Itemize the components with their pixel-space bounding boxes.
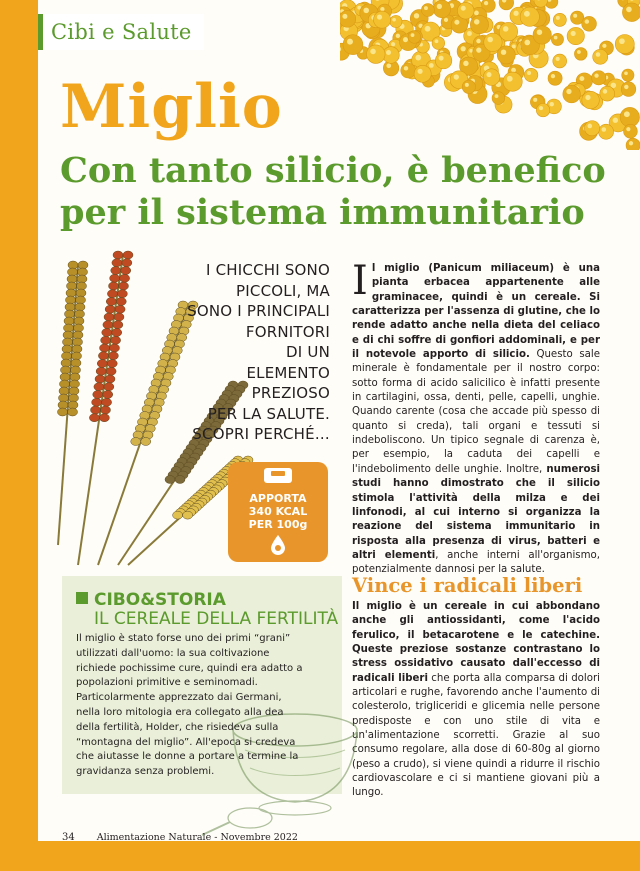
seed-highlight bbox=[454, 74, 459, 79]
seed-highlight bbox=[377, 15, 382, 20]
spike-grain bbox=[111, 336, 121, 344]
millet-seed bbox=[414, 65, 431, 82]
seed-highlight bbox=[437, 4, 442, 9]
spike-grain bbox=[173, 511, 183, 519]
seed-highlight bbox=[454, 20, 459, 25]
spike-grain bbox=[104, 383, 114, 391]
millet-seed bbox=[593, 49, 608, 64]
spike-grain bbox=[109, 282, 119, 290]
seed-highlight bbox=[602, 127, 607, 132]
seed-highlight bbox=[594, 73, 598, 77]
seed-highlight bbox=[573, 14, 577, 18]
seed-highlight bbox=[524, 40, 530, 46]
millet-seed bbox=[536, 103, 549, 116]
millet-seeds-image bbox=[340, 0, 640, 150]
spike-grain bbox=[107, 360, 117, 368]
millet-seed bbox=[499, 22, 517, 40]
seed-highlight bbox=[626, 7, 632, 13]
millet-seed bbox=[622, 69, 634, 81]
drop-cap: I bbox=[352, 258, 368, 304]
seed-highlight bbox=[386, 50, 391, 55]
millet-seed bbox=[567, 27, 584, 44]
seed-highlight bbox=[571, 31, 576, 36]
millet-seed bbox=[624, 124, 638, 138]
body-text: Questo sale minerale è fondamentale per il nostro corpo: sotto forma di acido salicilico è infatti presente in cartilagini, ossa, denti, pelle, capelli, unghie. Quando carente (cosa che accade più spesso di quanto si creda), tali organi e tessuti si indeboliscono. Un tipico segnale di carenza è, per esempio, la caduta dei capelli e l'indebolimento delle unghie. Inoltre, bbox=[352, 349, 601, 475]
spike-grain bbox=[113, 251, 123, 259]
intro-line: PICCOLI, MA bbox=[236, 281, 330, 300]
millet-seed bbox=[457, 2, 474, 19]
intro-line: I CHICCHI SONO bbox=[206, 261, 330, 279]
millet-seed bbox=[574, 48, 587, 61]
seed-highlight bbox=[503, 26, 509, 32]
seed-highlight bbox=[439, 56, 444, 61]
seed-highlight bbox=[484, 1, 488, 5]
millet-seed bbox=[553, 54, 567, 68]
seed-highlight bbox=[524, 11, 530, 17]
article-subtitle: Con tanto silicio, è benefico per il sistema immunitario bbox=[60, 150, 606, 233]
seed-highlight bbox=[415, 55, 421, 61]
spike-grain bbox=[102, 329, 112, 337]
seed-highlight bbox=[551, 74, 555, 78]
millet-seed bbox=[340, 11, 356, 28]
spike-grain bbox=[92, 398, 102, 406]
calorie-line: 340 KCAL bbox=[248, 505, 308, 518]
seed-highlight bbox=[624, 111, 630, 117]
seed-highlight bbox=[414, 13, 419, 18]
millet-seed bbox=[600, 86, 615, 101]
seed-highlight bbox=[588, 124, 593, 129]
seed-highlight bbox=[396, 34, 400, 38]
spike-grain bbox=[117, 290, 127, 298]
section-heading: Vince i radicali liberi bbox=[352, 574, 583, 597]
history-box-title: CIBO&STORIA bbox=[94, 590, 226, 610]
history-box-header bbox=[76, 590, 338, 629]
millet-seed bbox=[584, 121, 599, 136]
millet-seed bbox=[622, 3, 640, 22]
spike-grain bbox=[121, 267, 131, 275]
body-text: , anche interni all'organismo, potenzialmente dannosi per la salute. bbox=[352, 549, 600, 576]
spike-grain bbox=[112, 329, 122, 337]
millet-seed bbox=[503, 72, 522, 91]
spike-grain bbox=[101, 406, 111, 414]
body-text: che porta alla comparsa di dolori articolari e rughe, favorendo anche l'aumento di colesterolo, trigliceridi e glicemia nelle persone predisposte e con uno stile di vita e un'alimentazione scorretti. Grazie al suo consumo regolare, alla dose di 60-80g al giorno (peso a crudo), si viene quindi a ridurre il rischio cardiovascolare e ci si mantiene giovani più a lungo. bbox=[352, 672, 600, 799]
intro-line: SONO I PRINCIPALI bbox=[187, 302, 330, 320]
millet-seed bbox=[626, 138, 640, 150]
spike-grain bbox=[111, 267, 121, 275]
calorie-line: APPORTA bbox=[249, 492, 307, 505]
intro-line: ELEMENTO bbox=[246, 363, 330, 382]
millet-seed bbox=[343, 35, 363, 55]
seed-highlight bbox=[579, 76, 584, 81]
spike-grain bbox=[110, 274, 120, 282]
drop-icon bbox=[269, 534, 287, 556]
section-label-text: Cibi e Salute bbox=[51, 20, 192, 44]
seed-highlight bbox=[476, 39, 481, 44]
millet-seed bbox=[432, 37, 445, 50]
page-number: 34 bbox=[62, 832, 75, 843]
seed-highlight bbox=[461, 6, 466, 11]
millet-seed bbox=[483, 69, 500, 86]
millet-seed bbox=[401, 63, 416, 78]
seed-highlight bbox=[391, 42, 395, 46]
millet-seed bbox=[499, 0, 514, 10]
seed-highlight bbox=[435, 39, 439, 43]
spike-grain bbox=[103, 321, 113, 329]
seed-highlight bbox=[474, 11, 479, 16]
spike-grain bbox=[107, 290, 117, 298]
seed-highlight bbox=[624, 85, 628, 89]
seed-highlight bbox=[501, 49, 506, 54]
millet-seed bbox=[492, 92, 505, 105]
spike-grain bbox=[100, 344, 110, 352]
seed-highlight bbox=[347, 39, 353, 45]
seed-highlight bbox=[566, 89, 571, 94]
seed-highlight bbox=[527, 71, 531, 75]
seed-highlight bbox=[539, 106, 543, 110]
millet-seed bbox=[435, 52, 451, 68]
seed-highlight bbox=[629, 141, 633, 145]
scale-icon bbox=[263, 466, 293, 484]
spike-grain bbox=[103, 391, 113, 399]
history-box-text: Il miglio è stato forse uno dei primi “grani” utilizzati dall'uomo: la sua coltivazione richiede pochissime cure, quindi era adatto a popolazioni primitive e seminomadi. Particolarmente apprezzato dai Germani, nella loro mitologia era collegato alla dea della fertilità, Holder, che risiedeva sulla “montagna del miglio”. All'epoca si credeva che aiutasse le donne a portare a termine la gravidanza senza problemi. bbox=[76, 633, 303, 778]
millet-seed bbox=[470, 15, 488, 33]
spike-grain bbox=[131, 438, 141, 446]
millet-seed bbox=[621, 82, 636, 97]
spike-grain bbox=[104, 313, 114, 321]
millet-seed bbox=[582, 91, 599, 108]
spike-grain bbox=[165, 476, 175, 484]
seed-highlight bbox=[513, 11, 518, 16]
magazine-issue: Alimentazione Naturale - Novembre 2022 bbox=[96, 832, 298, 843]
millet-seed bbox=[533, 26, 551, 44]
seed-highlight bbox=[512, 45, 516, 49]
spike-grain bbox=[96, 367, 106, 375]
millet-seed bbox=[408, 31, 421, 44]
spike-grain bbox=[102, 398, 112, 406]
seed-highlight bbox=[619, 38, 625, 44]
spike-grain bbox=[120, 274, 130, 282]
spike-grain bbox=[95, 375, 105, 383]
spike-grain bbox=[91, 406, 101, 414]
millet-seed bbox=[520, 7, 539, 26]
seed-highlight bbox=[476, 48, 481, 53]
millet-seed bbox=[553, 13, 566, 26]
spike-grain bbox=[106, 367, 116, 375]
seed-highlight bbox=[585, 95, 590, 100]
spike-grain bbox=[93, 391, 103, 399]
spike-grain bbox=[98, 352, 108, 360]
spike-grain bbox=[112, 259, 122, 267]
seed-highlight bbox=[556, 57, 560, 61]
seed-highlight bbox=[613, 118, 618, 123]
seed-highlight bbox=[392, 18, 396, 22]
body-text-bold: numerosi studi hanno dimostrato che il silicio stimola l'attività della milza e dei linfonodi, al cui interno si organizza la reazione del sistema immunitario in risposta alla presenza di virus, batteri e altri elementi bbox=[352, 463, 600, 561]
spike-grain bbox=[122, 259, 132, 267]
spike-grain bbox=[108, 352, 118, 360]
seed-highlight bbox=[554, 36, 558, 40]
millet-seed bbox=[615, 35, 634, 54]
millet-seed bbox=[592, 71, 606, 85]
millet-seed bbox=[462, 80, 475, 93]
intro-line: FORNITORI bbox=[245, 322, 330, 341]
spike-grain bbox=[94, 383, 104, 391]
seed-highlight bbox=[425, 26, 431, 32]
seed-highlight bbox=[585, 19, 589, 23]
seed-highlight bbox=[596, 52, 601, 57]
intro-text bbox=[168, 260, 330, 445]
spike-grain bbox=[99, 414, 109, 422]
seed-highlight bbox=[537, 29, 543, 35]
spike-grain bbox=[68, 408, 78, 416]
seed-highlight bbox=[624, 71, 628, 75]
spike-grain bbox=[115, 305, 125, 313]
intro-line: PREZIOSO bbox=[251, 384, 330, 402]
page-frame-left bbox=[0, 0, 38, 871]
spike-grain bbox=[113, 321, 123, 329]
lead-paragraph-bold: l miglio (Panicum miliaceum) è una pianta erbacea appartenente alle graminacee, quindi è un cereale. Si caratterizza per l'assenza di glutine, che lo rende adatto anche nella dieta del celiaco e di chi soffre di gonfiori addominali, e per il notevole apporto di silicio. bbox=[352, 263, 600, 361]
article-title: Miglio bbox=[60, 72, 283, 142]
seed-highlight bbox=[363, 8, 369, 14]
intro-line: SCOPRI PERCHÉ… bbox=[192, 425, 330, 443]
spike-grain bbox=[183, 511, 193, 519]
section-label bbox=[38, 14, 204, 50]
seed-highlight bbox=[429, 63, 434, 68]
seed-highlight bbox=[418, 69, 423, 74]
spike-grain bbox=[175, 476, 185, 484]
millet-seed bbox=[433, 0, 450, 17]
millet-seed bbox=[548, 71, 562, 85]
calorie-line: PER 100g bbox=[248, 518, 308, 531]
spike-grain bbox=[105, 305, 115, 313]
article-body-column-2 bbox=[352, 600, 600, 801]
seed-highlight bbox=[469, 49, 473, 53]
seed-highlight bbox=[487, 37, 493, 43]
spike-grain bbox=[101, 336, 111, 344]
history-box-subtitle: IL CEREALE DELLA FERTILITÀ bbox=[94, 609, 339, 629]
spike-grain bbox=[116, 298, 126, 306]
millet-seed bbox=[484, 33, 502, 51]
seed-highlight bbox=[495, 94, 499, 98]
page-footer bbox=[62, 832, 298, 843]
spike-grain bbox=[110, 344, 120, 352]
seed-highlight bbox=[467, 31, 472, 36]
page-frame-bottom bbox=[0, 841, 640, 871]
spike-grain bbox=[97, 360, 107, 368]
spike-grain bbox=[89, 414, 99, 422]
seed-highlight bbox=[487, 72, 492, 77]
spike-grain bbox=[123, 251, 133, 259]
millet-seed bbox=[421, 4, 434, 17]
seed-highlight bbox=[404, 66, 408, 70]
body-text-bold: Il miglio è un cereale in cui abbondano anche gli antiossidanti, come l'acido ferulico, il betacarotene e le catechine. Queste preziose sostanze contrastano lo stress ossidativo causato dall'eccesso di radicali liberi bbox=[352, 601, 600, 684]
spike-grain bbox=[58, 408, 68, 416]
seed-highlight bbox=[556, 16, 560, 20]
spike-grain bbox=[119, 282, 129, 290]
millet-seed bbox=[551, 33, 563, 45]
seed-highlight bbox=[463, 61, 468, 66]
spike-grain bbox=[114, 313, 124, 321]
spike-grain bbox=[141, 438, 151, 446]
article-body-column bbox=[352, 258, 601, 578]
seed-highlight bbox=[461, 46, 466, 51]
seed-highlight bbox=[411, 33, 415, 37]
millet-seed bbox=[563, 85, 581, 103]
millet-seed bbox=[390, 15, 402, 27]
millet-seed bbox=[599, 124, 614, 139]
millet-seed bbox=[524, 68, 538, 82]
square-bullet-icon bbox=[76, 592, 88, 604]
seed-highlight bbox=[403, 37, 408, 42]
seed-highlight bbox=[577, 50, 581, 54]
seed-highlight bbox=[342, 14, 347, 19]
seed-highlight bbox=[626, 127, 630, 131]
seed-highlight bbox=[386, 63, 391, 68]
seed-highlight bbox=[444, 18, 448, 22]
seed-highlight bbox=[465, 83, 469, 87]
seed-highlight bbox=[602, 44, 606, 48]
calorie-badge bbox=[228, 462, 328, 562]
seed-highlight bbox=[474, 19, 479, 24]
millet-seed bbox=[373, 11, 390, 28]
intro-line: DI UN bbox=[286, 343, 330, 361]
spike-grain bbox=[106, 298, 116, 306]
seed-highlight bbox=[550, 102, 554, 106]
seed-highlight bbox=[424, 6, 428, 10]
seed-highlight bbox=[507, 76, 513, 82]
millet-seed bbox=[620, 107, 639, 126]
spike-grain bbox=[105, 375, 115, 383]
seed-highlight bbox=[533, 98, 537, 102]
seed-highlight bbox=[370, 49, 376, 55]
millet-seed bbox=[367, 45, 385, 63]
seed-highlight bbox=[603, 89, 607, 93]
seed-highlight bbox=[380, 7, 384, 11]
intro-line: PER LA SALUTE. bbox=[207, 404, 330, 423]
millet-seed bbox=[582, 16, 597, 31]
